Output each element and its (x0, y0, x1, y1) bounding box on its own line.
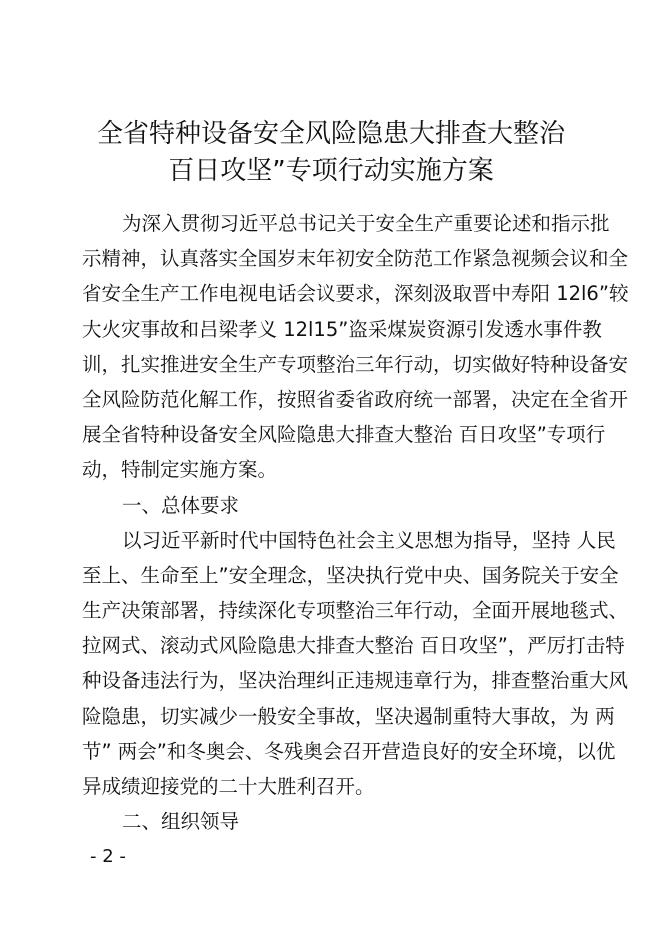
intro-paragraph-line: 大火灾事故和吕梁孝义 12l15”盗采煤炭资源引发透水事件教 (82, 317, 602, 341)
section-1-paragraph-line: 以习近平新时代中国特色社会主义思想为指导，坚持 人民 (122, 528, 616, 552)
section-1-paragraph-line: 至上、生命至上”安全理念，坚决执行党中央、国务院关于安全 (82, 563, 619, 587)
section-1-paragraph-line: 种设备违法行为，坚决治理纠正违规违章行为，排查整治重大风 (82, 669, 629, 693)
section-1-paragraph-line: 节” 两会”和冬奥会、冬残奥会召开营造良好的安全环境，以优 (82, 739, 616, 763)
intro-paragraph-line: 为深入贯彻习近平总书记关于安全生产重要论述和指示批 (122, 212, 610, 235)
section-2-heading: 二、组织领导 (122, 810, 240, 834)
intro-paragraph-line: 展全省特种设备安全风险隐患大排查大整治 百日攻坚”专项行 (82, 423, 606, 447)
document-title-line-1: 全省特种设备安全风险隐患大排查大整治 (96, 119, 565, 149)
section-1-paragraph-line: 拉网式、滚动式风险隐患大排查大整治 百日攻坚”，严厉打击特 (82, 634, 625, 658)
section-1-paragraph-line: 异成绩迎接党的二十大胜利召开。 (82, 775, 375, 798)
intro-paragraph-line: 省安全生产工作电视电话会议要求，深刻汲取晋中寿阳 12l6”较 (82, 282, 629, 306)
intro-paragraph-line: 训，扎实推进安全生产专项整治三年行动，切实做好特种设备安 (82, 352, 629, 376)
document-body (82, 206, 629, 839)
intro-paragraph-line: 全风险防范化解工作，按照省委省政府统一部署，决定在全省开 (82, 387, 629, 411)
intro-paragraph-line: 示精神，认真落实全国岁末年初安全防范工作紧急视频会议和全 (82, 247, 629, 271)
section-1-paragraph-line: 险隐患，切实减少一般安全事故，坚决遏制重特大事故，为 两 (82, 704, 615, 728)
page-number: - 2 - (90, 846, 126, 867)
section-1-paragraph-line: 生产决策部署，持续深化专项整治三年行动，全面开展地毯式、 (82, 599, 629, 623)
intro-paragraph-line: 动，特制定实施方案。 (82, 458, 278, 482)
section-1-heading: 一、总体要求 (122, 493, 240, 517)
document-title-line-2: 百日攻坚”专项行动实施方案 (168, 156, 494, 186)
